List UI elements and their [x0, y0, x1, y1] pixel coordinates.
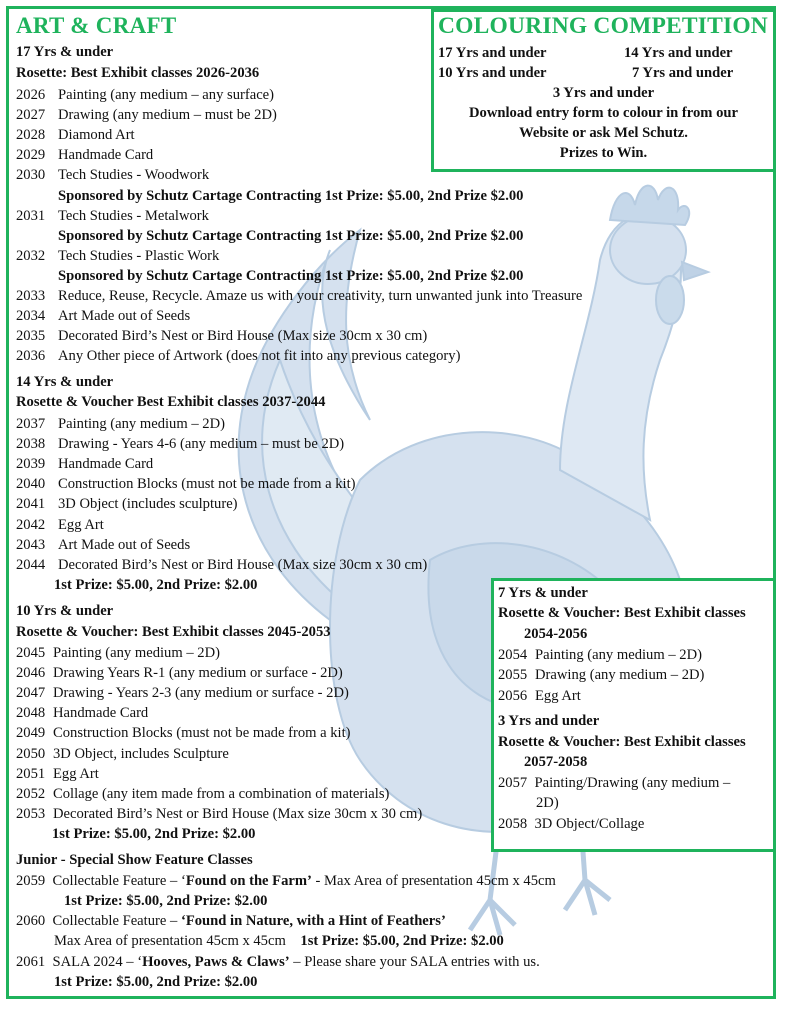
class-number: 2045: [16, 645, 46, 661]
class-number: 2034: [16, 308, 46, 325]
class-item: [16, 105, 277, 125]
colouring-age-14: 14 Yrs and under: [624, 45, 733, 61]
art-craft-title: ART & CRAFT: [16, 13, 177, 38]
sponsor-line: Sponsored by Schutz Cartage Contracting 1st Prize: $5.00, 2nd Prize $2.00: [58, 187, 524, 204]
class-item: [16, 804, 422, 824]
class-2060-line2: [54, 931, 504, 951]
class-item: [16, 515, 104, 535]
colouring-age-3: 3 Yrs and under: [552, 85, 655, 101]
prize-line-10: 1st Prize: $5.00, 2nd Prize: $2.00: [52, 826, 256, 842]
class-number: 2055: [498, 667, 528, 684]
section-heading-14: 14 Yrs & under: [16, 374, 114, 390]
class-number: 2026: [16, 87, 46, 103]
class-number: 2048: [16, 705, 46, 722]
section-heading-17: 17 Yrs & under: [16, 44, 114, 60]
class-number: 2039: [16, 456, 46, 473]
class-number: 2032: [16, 247, 46, 264]
class-2058: [498, 814, 644, 834]
class-item: [16, 346, 460, 366]
class-number: 2042: [16, 516, 46, 533]
class-number: 2047: [16, 685, 46, 702]
class-number: 2033: [16, 288, 46, 304]
prize-line-2060: 1st Prize: $5.00, 2nd Prize: $2.00: [300, 933, 504, 949]
class-text: Tech Studies - Woodwork: [58, 167, 210, 184]
class-text: Decorated Bird’s Nest or Bird House (Max size 30cm x 30 cm): [53, 805, 423, 822]
class-number: 2027: [16, 107, 46, 124]
class-number: 2049: [16, 725, 46, 742]
class-text-cont: - Max Area of presentation 45cm x 45cm: [311, 873, 556, 889]
class-number: 2038: [16, 436, 46, 453]
class-item: [16, 165, 209, 185]
class-text: Diamond Art: [58, 127, 135, 144]
class-item: [16, 85, 274, 105]
class-number: 2061: [16, 954, 46, 970]
class-number: 2041: [16, 496, 46, 513]
colouring-age-7: 7 Yrs and under: [632, 65, 734, 81]
class-item: [16, 286, 582, 306]
class-number: 2054: [498, 647, 528, 663]
prize-line-2059: 1st Prize: $5.00, 2nd Prize: $2.00: [64, 893, 268, 909]
class-text: Decorated Bird’s Nest or Bird House (Max size 30cm x 30 cm): [58, 328, 428, 345]
class-item: [16, 145, 153, 165]
class-text: Drawing Years R-1 (any medium or surface - 2D): [53, 665, 343, 682]
class-item: [498, 686, 581, 706]
class-text: Collectable Feature – ‘: [52, 873, 186, 889]
class-number: 2037: [16, 416, 46, 432]
class-text: Egg Art: [535, 687, 581, 704]
class-number: 2028: [16, 127, 46, 144]
class-number: 2058: [498, 816, 528, 832]
class-text: Art Made out of Seeds: [58, 308, 191, 325]
class-number: 2059: [16, 873, 46, 889]
class-feature-title: ‘Found in Nature, with a Hint of Feathers’: [180, 913, 446, 929]
colouring-info-line2: Website or ask Mel Schutz.: [519, 125, 688, 141]
section-heading-3: 3 Yrs and under: [498, 713, 600, 729]
section-subheading-3-range: 2057-2058: [524, 754, 588, 770]
class-number: 2043: [16, 536, 46, 553]
class-number: 2053: [16, 805, 46, 822]
class-item: [16, 663, 343, 683]
class-text: Painting (any medium – any surface): [58, 87, 275, 103]
section-heading-7: 7 Yrs & under: [498, 585, 588, 601]
class-text: Egg Art: [53, 765, 99, 782]
class-text: Drawing (any medium – 2D): [535, 667, 705, 684]
class-item: [16, 703, 148, 723]
class-text: Collage (any item made from a combination of materials): [53, 785, 390, 802]
section-heading-10: 10 Yrs & under: [16, 603, 114, 619]
class-item: [16, 125, 135, 145]
class-2059: [16, 871, 556, 891]
class-text: Painting (any medium – 2D): [53, 645, 220, 661]
junior-heading: Junior - Special Show Feature Classes: [16, 852, 253, 868]
class-item: [498, 645, 702, 665]
class-text: Art Made out of Seeds: [58, 536, 191, 553]
class-item: [16, 326, 427, 346]
sponsor-line: Sponsored by Schutz Cartage Contracting 1st Prize: $5.00, 2nd Prize $2.00: [58, 267, 524, 284]
class-text: Reduce, Reuse, Recycle. Amaze us with your creativity, turn unwanted junk into Treasure: [58, 288, 583, 304]
class-text: Collectable Feature –: [52, 913, 181, 929]
class-number: 2046: [16, 665, 46, 682]
class-text: Painting/Drawing (any medium –: [534, 775, 731, 791]
class-text: Drawing (any medium – must be 2D): [58, 107, 277, 124]
class-2057-line2: 2D): [536, 795, 559, 811]
class-item: [16, 494, 238, 514]
colouring-age-10: 10 Yrs and under: [438, 65, 547, 81]
class-number: 2051: [16, 765, 46, 782]
class-number: 2057: [498, 775, 528, 791]
class-text: Any Other piece of Artwork (does not fit into any previous category): [58, 348, 461, 365]
class-text: Egg Art: [58, 516, 104, 533]
sponsor-line: Sponsored by Schutz Cartage Contracting 1st Prize: $5.00, 2nd Prize $2.00: [58, 227, 524, 244]
class-text: Handmade Card: [58, 147, 154, 164]
section-subheading-7-range: 2054-2056: [524, 626, 588, 642]
class-item: [16, 555, 427, 575]
class-item: [498, 665, 704, 685]
class-item: [16, 474, 356, 494]
class-2060: [16, 911, 446, 931]
class-text: SALA 2024 – ‘: [52, 954, 143, 970]
class-item: [16, 414, 225, 434]
class-text: Decorated Bird’s Nest or Bird House (Max size 30cm x 30 cm): [58, 556, 428, 573]
class-number: 2030: [16, 167, 46, 184]
prize-line-2061: 1st Prize: $5.00, 2nd Prize: $2.00: [54, 974, 258, 990]
class-number: 2060: [16, 913, 46, 929]
section-subheading-7: Rosette & Voucher: Best Exhibit classes: [498, 605, 746, 621]
class-number: 2044: [16, 556, 46, 573]
class-item: [16, 535, 190, 555]
class-number: 2050: [16, 745, 46, 762]
class-text: Handmade Card: [53, 705, 149, 722]
class-text: Tech Studies - Metalwork: [58, 207, 209, 224]
class-number: 2035: [16, 328, 46, 345]
section-subheading-10: Rosette & Voucher: Best Exhibit classes 2045-2053: [16, 624, 331, 640]
section-subheading-14: Rosette & Voucher Best Exhibit classes 2037-2044: [16, 394, 326, 410]
class-text-cont: – Please share your SALA entries with us.: [289, 954, 540, 970]
class-item: [16, 744, 229, 764]
class-item: [16, 246, 219, 266]
class-text: Max Area of presentation 45cm x 45cm: [54, 933, 286, 949]
class-feature-title: Found on the Farm’: [185, 873, 312, 889]
class-2061: [16, 952, 540, 972]
class-text: 3D Object, includes Sculpture: [53, 745, 229, 762]
colouring-info-line3: Prizes to Win.: [559, 145, 648, 161]
class-item: [16, 206, 209, 226]
class-text: Drawing - Years 2-3 (any medium or surface - 2D): [53, 685, 349, 702]
class-text: 3D Object (includes sculpture): [58, 496, 238, 513]
class-text: Construction Blocks (must not be made from a kit): [53, 725, 351, 742]
prize-line-14: 1st Prize: $5.00, 2nd Prize: $2.00: [54, 577, 258, 593]
class-item: [16, 643, 220, 663]
class-number: 2029: [16, 147, 46, 164]
class-2057: [498, 773, 730, 793]
class-number: 2036: [16, 348, 46, 365]
class-item: [16, 434, 344, 454]
class-item: [16, 306, 190, 326]
class-text: Painting (any medium – 2D): [535, 647, 702, 663]
colouring-title: COLOURING COMPETITION: [438, 13, 768, 39]
class-text: Construction Blocks (must not be made from a kit): [58, 476, 356, 493]
colouring-age-17: 17 Yrs and under: [438, 45, 547, 61]
class-text: Painting (any medium – 2D): [58, 416, 225, 432]
section-subheading-3: Rosette & Voucher: Best Exhibit classes: [498, 734, 746, 750]
colouring-info-line1: Download entry form to colour in from our: [468, 105, 738, 121]
class-number: 2040: [16, 476, 46, 493]
class-number: 2031: [16, 207, 46, 224]
class-item: [16, 723, 351, 743]
class-text: Tech Studies - Plastic Work: [58, 247, 220, 264]
class-number: 2052: [16, 785, 46, 802]
class-text: 3D Object/Collage: [534, 816, 645, 832]
class-number: 2056: [498, 687, 528, 704]
class-text: Handmade Card: [58, 456, 154, 473]
class-feature-title: Hooves, Paws & Claws’: [142, 954, 290, 970]
class-item: [16, 454, 153, 474]
class-item: [16, 683, 349, 703]
class-text: Drawing - Years 4-6 (any medium – must be 2D): [58, 436, 345, 453]
class-item: [16, 784, 389, 804]
section-subheading-17: Rosette: Best Exhibit classes 2026-2036: [16, 65, 260, 81]
class-item: [16, 764, 99, 784]
